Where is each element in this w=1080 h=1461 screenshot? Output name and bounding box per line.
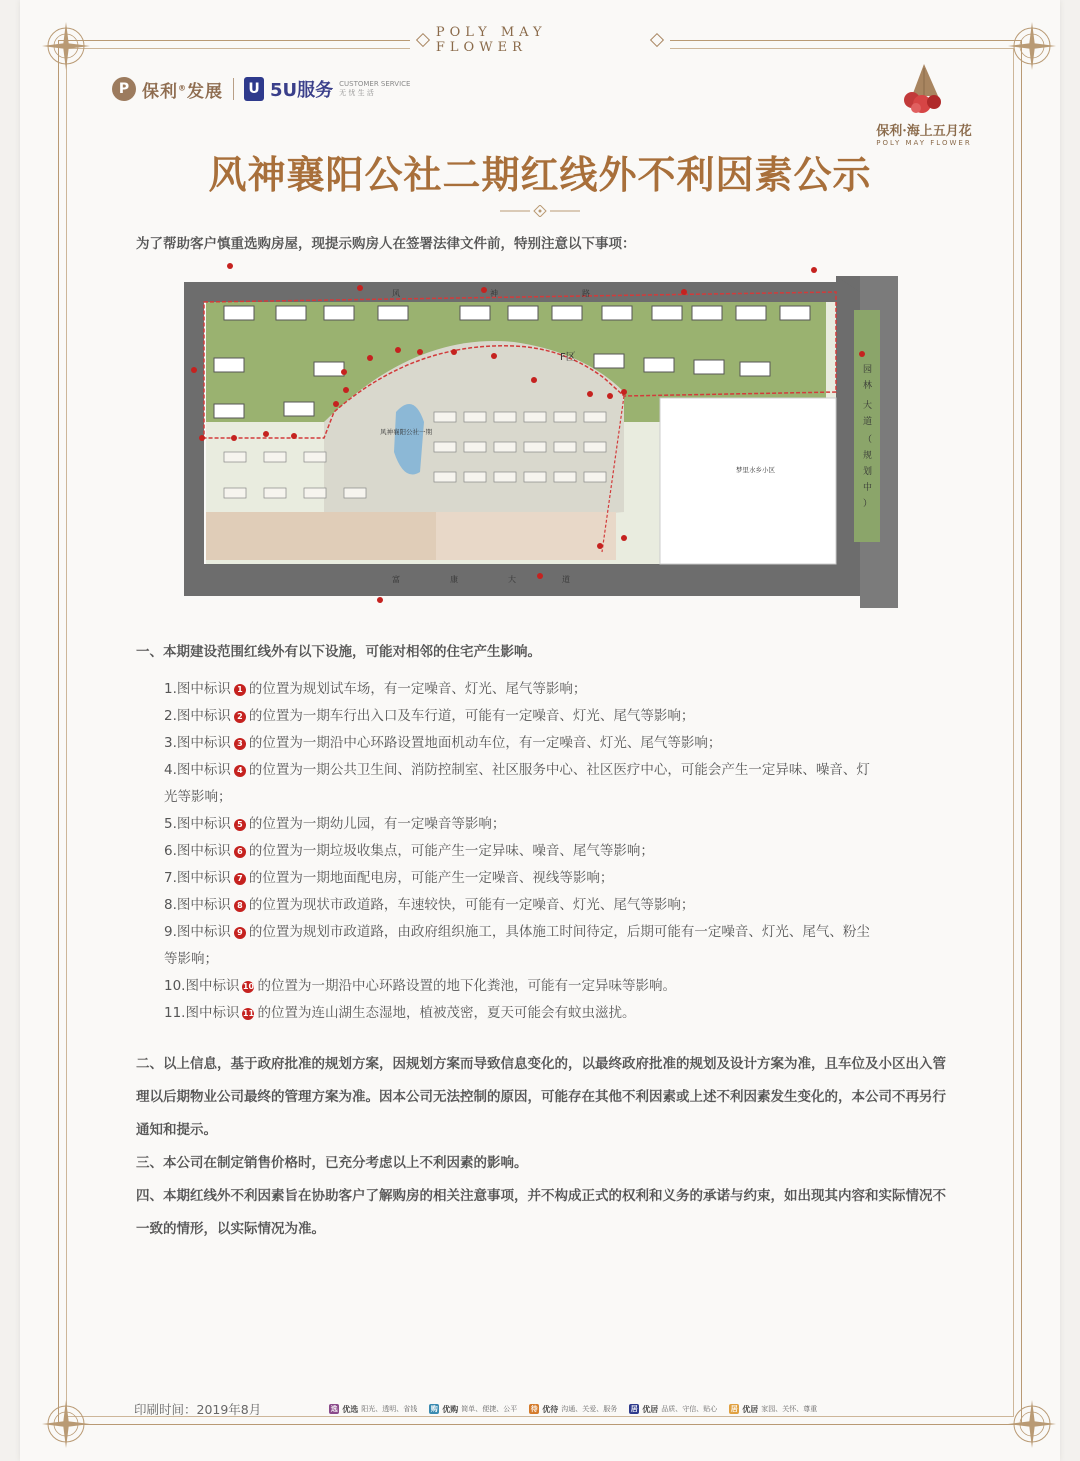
marker-number-icon: 7: [234, 873, 246, 885]
service-icon: 选: [330, 1405, 338, 1413]
svg-text:道: 道: [863, 417, 873, 427]
list-item: 5.图中标识 5 的位置为一期幼儿园，有一定噪音等影响；: [164, 816, 506, 832]
poly-logo-icon: P: [112, 77, 136, 101]
marker-number-icon: 3: [234, 738, 246, 750]
header-logos: [112, 76, 410, 102]
service-icon: 居: [730, 1405, 738, 1413]
section1-title: 一、本期建设范围红线外有以下设施，可能对相邻的住宅产生影响。: [136, 644, 541, 660]
list-item: 1.图中标识 1 的位置为规划试车场，有一定噪音、灯光、尾气等影响；: [164, 681, 587, 697]
marker-number-icon: 8: [234, 900, 246, 912]
marker-number-icon: 9: [234, 927, 246, 939]
footer: [134, 1400, 817, 1418]
road-bottom-label: 道: [562, 575, 570, 584]
svg-text:）: ）: [863, 499, 873, 509]
compass-ornament-icon: [36, 1394, 96, 1454]
zone-f-label: F区: [560, 352, 576, 363]
road-top-label: 路: [582, 289, 590, 298]
footer-badge: 购 优购 简单、便捷、公平: [430, 1404, 518, 1414]
paragraph: 二、以上信息，基于政府批准的规划方案，因规划方案而导致信息变化的，以最终政府批准的规划及设计方案为准，且车位及小区出入管理以后期物业公司最终的管理方案为准。因本公司无法控制的原因，可能存在其他不利因素或上述不利因素发生变化的，本公司不再另行通知和提示。: [136, 1056, 946, 1138]
marker-number-icon: 5: [234, 819, 246, 831]
neighbor-label: 梦里水乡小区: [736, 466, 775, 474]
marker-number-icon: 6: [234, 846, 246, 858]
list-item: 7.图中标识 7 的位置为一期地面配电房，可能产生一定噪音、视线等影响；: [164, 870, 614, 886]
paragraph: 四、本期红线外不利因素旨在协助客户了解购房的相关注意事项，并不构成正式的权利和义务的承诺与约束，如出现其内容和实际情况不一致的情形，以实际情况为准。: [136, 1188, 946, 1237]
marker-number-icon: 11: [242, 1009, 255, 1018]
road-bottom-label: 大: [508, 575, 516, 584]
list-item: 11.图中标识 11 的位置为连山湖生态湿地，植被茂密，夏天可能会有蚊虫滋扰。: [164, 1005, 636, 1021]
list-item: 8.图中标识 8 的位置为现状市政道路，车速较快，可能有一定噪音、灯光、尾气等影响；: [164, 897, 695, 913]
road-top-label: 风: [392, 289, 400, 298]
site-plan-map: [184, 262, 904, 608]
road-top: [196, 282, 856, 302]
neighbor-block: [660, 398, 836, 564]
road-bottom-label: 富: [392, 575, 400, 584]
brand-subtitle: POLY MAY FLOWER: [876, 139, 972, 147]
logo-separator: [233, 78, 234, 100]
top-banner: [410, 25, 670, 55]
footer-badge: 居 优居 家园、关怀、尊重: [730, 1404, 818, 1414]
svg-text:划: 划: [863, 467, 873, 477]
list-item: 10.图中标识 10 的位置为一期沿中心环路设置的地下化粪池，可能有一定异味等影响。: [164, 978, 676, 994]
items-list: [164, 676, 944, 1027]
svg-text:林: 林: [863, 381, 873, 391]
footer-badge: 待 优待 沟通、关爱、服务: [530, 1404, 618, 1414]
flower-ship-logo-icon: [894, 62, 954, 116]
svg-text:大: 大: [863, 401, 873, 411]
list-item: 9.图中标识 9 的位置为规划市政道路，由政府组织施工，具体施工时间待定，后期可能有一定噪音、灯光、尾气、粉尘 等影响；: [164, 924, 870, 967]
title-ornament-icon: [500, 205, 580, 217]
footer-badge: 选 优选 阳光、透明、省钱: [330, 1404, 418, 1414]
brand-logo: [862, 62, 986, 147]
intro-text: 为了帮助客户慎重选购房屋，现提示购房人在签署法律文件前，特别注意以下事项：: [136, 236, 636, 252]
page-title: 风神襄阳公社二期红线外不利因素公示: [208, 152, 872, 197]
5u-service-text: 5U服务: [270, 80, 334, 101]
compass-ornament-icon: [1002, 1394, 1062, 1454]
phase1-label: 风神襄阳公社一期: [380, 428, 432, 436]
paragraph: 三、本公司在制定销售价格时，已充分考虑以上不利因素的影响。: [136, 1155, 528, 1171]
banner-text: POLY MAY FLOWER: [435, 25, 547, 55]
service-icon: 购: [430, 1405, 438, 1413]
marker-number-icon: 10: [242, 982, 255, 991]
marker-number-icon: 4: [234, 765, 246, 777]
list-item: 2.图中标识 2 的位置为一期车行出入口及车行道，可能有一定噪音、灯光、尾气等影响；: [164, 708, 695, 724]
service-icon: 待: [530, 1405, 538, 1413]
brand-name: 保利·海上五月花: [876, 124, 972, 139]
notice-paragraphs: [136, 1048, 948, 1246]
footer-badge: 居 优居 品质、守信、贴心: [630, 1404, 718, 1414]
road-bottom-label: 康: [450, 575, 458, 584]
svg-text:规: 规: [863, 451, 873, 461]
svg-text:（: （: [863, 435, 873, 445]
compass-ornament-icon: [36, 16, 96, 76]
svg-text:园: 园: [863, 365, 873, 375]
road-right-label: [863, 364, 872, 509]
customer-service-label: CUSTOMER SERVICE 无 忧 生 活: [339, 80, 411, 97]
list-item: 4.图中标识 4 的位置为一期公共卫生间、消防控制室、社区服务中心、社区医疗中心，可能会产生一定异味、噪音、灯 光等影响；: [164, 762, 870, 805]
poly-logo-text: 保利®发展: [142, 81, 223, 102]
service-icon: 居: [630, 1405, 638, 1413]
svg-text:中: 中: [863, 483, 873, 493]
marker-number-icon: 2: [234, 711, 246, 723]
marker-number-icon: 1: [234, 684, 246, 696]
list-item: 6.图中标识 6 的位置为一期垃圾收集点，可能产生一定异味、噪音、尾气等影响；: [164, 843, 654, 859]
print-time: 印刷时间：2019年8月: [134, 1402, 262, 1417]
list-item: 3.图中标识 3 的位置为一期沿中心环路设置地面机动车位，有一定噪音、灯光、尾气等影响；: [164, 735, 722, 751]
compass-ornament-icon: [1002, 16, 1062, 76]
5u-logo-icon: U: [244, 77, 264, 101]
road-top-label: 神: [490, 289, 498, 298]
